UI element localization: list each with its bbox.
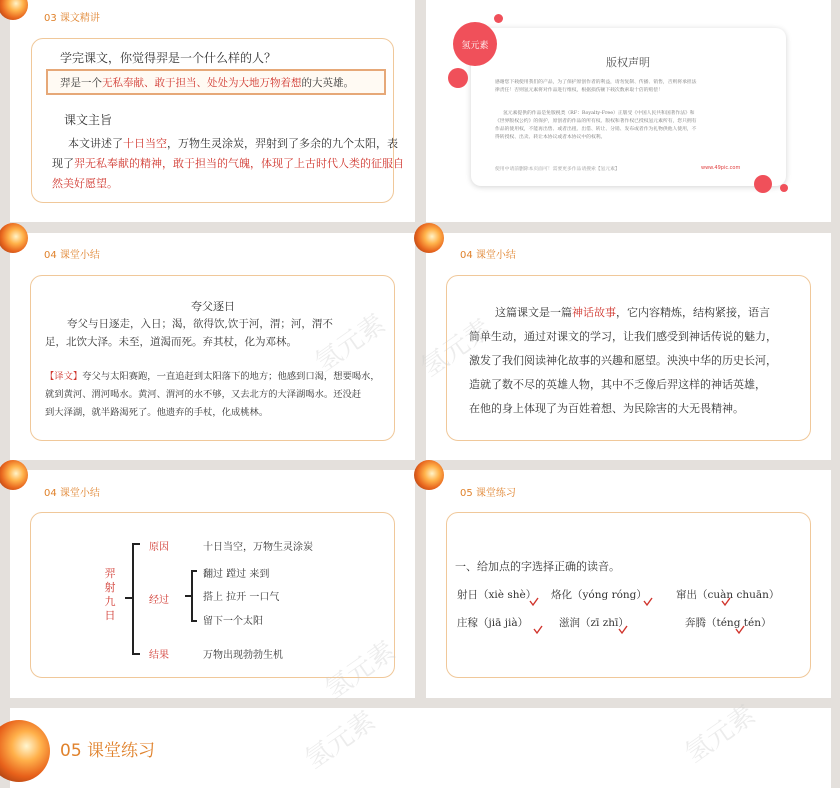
pinyin-item: 窜出（cuàn chuān） xyxy=(676,589,780,601)
brace-arm xyxy=(132,543,140,545)
copyright-p1b: 律责任！否则氢元素将对作品进行维权，根据损伤额下载次数索取十倍的赔偿！ xyxy=(495,88,663,93)
summary-line-5: 在他的身上体现了为百姓着想、为民除害的大无畏精神。 xyxy=(469,402,744,415)
question-text: 学完课文，你觉得羿是一个什么样的人？ xyxy=(60,51,277,65)
summary-line-3: 激发了我们阅读神化故事的兴趣和愿望。泱泱中华的历史长河， xyxy=(469,354,777,367)
section-title: 04 课堂小结 xyxy=(460,250,516,261)
tree-root xyxy=(103,567,117,623)
cause-text: 十日当空，万物生灵涂炭 xyxy=(203,542,313,553)
pinyin-item: 奔腾（téng tén） xyxy=(685,617,772,629)
answer-check-icon xyxy=(643,597,653,607)
process-item: 留下一个太阳 xyxy=(203,616,263,627)
poem-line-1: 夸父与日逐走，入日；渴，欲得饮,饮于河，渭；河，渭不 xyxy=(67,318,333,330)
process-item: 搭上 拉开 一口气 xyxy=(203,592,280,603)
section-title: 05 课堂练习 xyxy=(60,741,156,761)
sunset-icon xyxy=(0,0,28,20)
answer-check-icon xyxy=(618,625,628,635)
translation-line-1: 【译文】夸父与太阳赛跑，一直追赶到太阳落下的地方；他感到口渴，想要喝水， xyxy=(45,371,380,382)
answer-check-icon xyxy=(721,597,731,607)
root-char: 九 xyxy=(104,595,116,608)
pinyin-item: 烙化（yóng róng） xyxy=(551,589,647,601)
theme-line-3: 然美好愿望。 xyxy=(52,177,118,190)
copyright-p2c: 作品的使用权，不能再出售、或者出租、出借、转让、分销、发布或者作为礼物供他人使用，不 xyxy=(495,127,697,132)
sunset-icon xyxy=(0,223,28,253)
root-char: 羿 xyxy=(104,567,116,580)
answer-text: 羿是一个无私奉献、敢于担当、处处为大地万物着想的大英雄。 xyxy=(60,77,354,89)
copyright-footer-left: 使用中请前删除本页面可！需要更多作品请搜索【氢元素】 xyxy=(495,167,620,172)
content-box xyxy=(446,275,811,441)
answer-check-icon xyxy=(529,597,539,607)
answer-highlight-box xyxy=(46,69,386,95)
decor-dot xyxy=(754,175,772,193)
brace-arm xyxy=(132,653,140,655)
theme-line-1: 本文讲述了十日当空，万物生灵涂炭，羿射到了多余的九个太阳，表 xyxy=(68,137,398,150)
decor-dot xyxy=(780,184,788,192)
section-title: 04 课堂小结 xyxy=(44,488,100,499)
theme-line-2: 现了羿无私奉献的精神，敢于担当的气魄，体现了上古时代人类的征服自 xyxy=(52,157,404,170)
content-box xyxy=(30,512,395,678)
slide-copyright[interactable] xyxy=(426,0,831,222)
decor-dot xyxy=(494,14,503,23)
result-label: 结果 xyxy=(149,650,169,661)
cause-label: 原因 xyxy=(149,542,169,553)
copyright-p2b: 《世界版权公约》的保护，原创者的作品的所有权、版权和著作权已授权氢元素所有，您只拥有 xyxy=(495,119,697,124)
sunset-icon xyxy=(0,720,50,782)
theme-title: 课文主旨 xyxy=(64,113,113,127)
sub-brace-tip xyxy=(185,595,192,597)
copyright-title: 版权声明 xyxy=(606,56,650,69)
content-box xyxy=(446,512,811,678)
watermark: 氢元素 xyxy=(299,705,381,776)
sub-brace-arm xyxy=(191,620,197,622)
summary-line-2: 简单生动，通过对课文的学习，让我们感受到神话传说的魅力， xyxy=(469,330,777,343)
slide-summary-tree[interactable] xyxy=(10,470,415,706)
brace-main xyxy=(132,543,134,655)
copyright-p2a: 氢元素提供的作品是免版税类（RF：Royalty-Free）正版受《中国人民共和国著作法》和 xyxy=(503,111,695,116)
poem-title: 夸父逐日 xyxy=(191,300,235,313)
sub-brace-arm xyxy=(191,570,197,572)
sunset-icon xyxy=(0,460,28,490)
slide-practice[interactable] xyxy=(426,470,831,698)
slide-summary-myth[interactable] xyxy=(415,233,831,460)
process-item: 翻过 蹚过 来到 xyxy=(203,569,270,580)
pinyin-item: 庄稼（jiā jià） xyxy=(457,617,529,629)
pinyin-item: 射日（xiè shè） xyxy=(457,589,537,601)
slide-practice-title[interactable] xyxy=(10,699,831,788)
copyright-p1a: 感谢您下载使用我们的产品，为了保护原创作者的利益，请勿复制、传播、销售，否则将承担法 xyxy=(495,80,697,85)
pinyin-item: 滋润（zī zhī） xyxy=(559,617,629,629)
copyright-card xyxy=(471,28,786,186)
logo-text: 氢元素 xyxy=(461,40,489,51)
content-box xyxy=(31,38,404,203)
decor-dot xyxy=(448,68,468,88)
translation-line-2: 就到黄河、渭河喝水。黄河、渭河的水不够，又去北方的大泽湖喝水。还没赶 xyxy=(45,389,362,400)
section-title: 05 课堂练习 xyxy=(460,488,516,499)
watermark: 氢元素 xyxy=(309,308,391,379)
section-title: 04 课堂小结 xyxy=(44,250,100,261)
slide-lesson-explanation[interactable] xyxy=(10,0,415,222)
summary-line-4: 造就了数不尽的英雄人物，其中不乏像后羿这样的神话英雄， xyxy=(469,378,766,391)
root-char: 日 xyxy=(104,609,116,622)
poem-line-2: 足，北饮大泽。未至，道渴而死。弃其杖，化为邓林。 xyxy=(45,336,297,348)
watermark: 氢元素 xyxy=(319,635,401,706)
copyright-footer-right: www.49pic.com xyxy=(701,165,741,171)
result-text: 万物出现勃勃生机 xyxy=(203,650,283,661)
copyright-p2d: 得转授权、出卖、转让本协议或者本协议中的权利。 xyxy=(495,135,606,140)
brace-tip xyxy=(125,597,133,599)
watermark: 氢元素 xyxy=(415,313,497,384)
root-char: 射 xyxy=(104,581,116,594)
section-title: 03 课文精讲 xyxy=(44,13,100,24)
practice-question: 一、给加点的字选择正确的读音。 xyxy=(455,560,620,573)
answer-check-icon xyxy=(533,625,543,635)
summary-line-1: 这篇课文是一篇神话故事，它内容精炼，结构紧接，语言 xyxy=(495,306,770,319)
sunset-icon xyxy=(414,223,444,253)
process-label: 经过 xyxy=(149,595,169,606)
logo-circle xyxy=(453,22,497,66)
sunset-icon xyxy=(414,460,444,490)
watermark: 氢元素 xyxy=(679,699,761,770)
slide-summary-kuafu[interactable] xyxy=(10,233,415,460)
translation-line-3: 到大泽湖，就半路渴死了。他遗弃的手杖，化成桃林。 xyxy=(45,407,269,418)
answer-check-icon xyxy=(735,625,745,635)
